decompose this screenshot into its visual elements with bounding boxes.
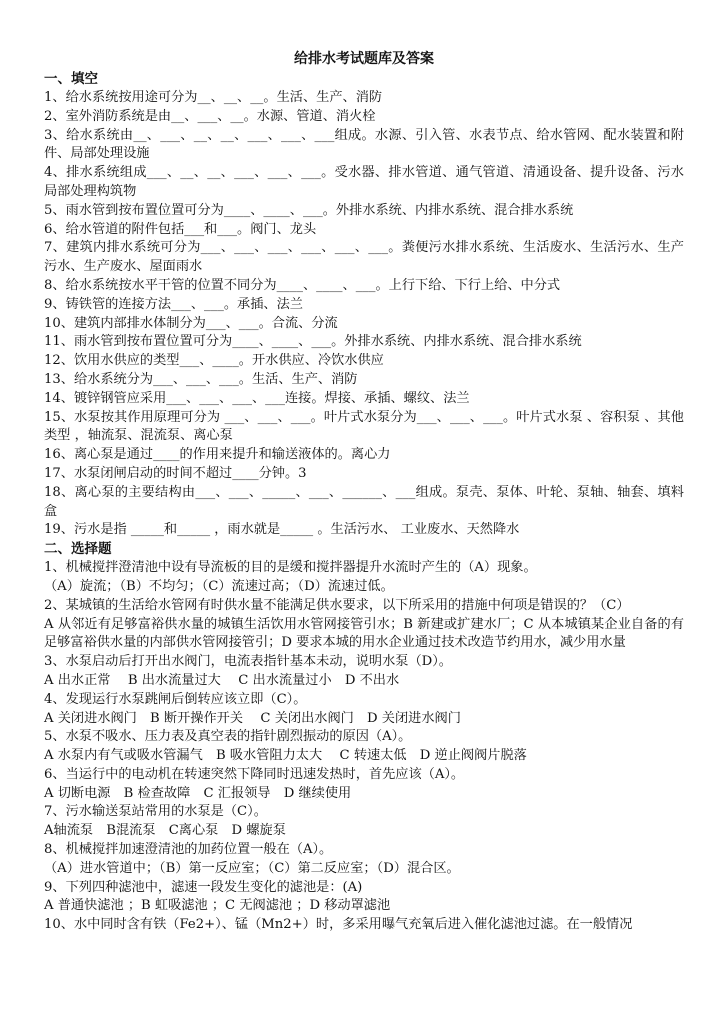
option-line: A 关闭进水阀门 B 断开操作开关 C 关闭出水阀门 D 关闭进水阀门 xyxy=(44,710,461,726)
option-line: A 普通快滤池 ；B 虹吸滤池 ；C 无阀滤池 ；D 移动罩滤池 xyxy=(44,898,391,914)
option-line: A 水泵内有气或吸水管漏气 B 吸水管阻力太大 C 转速太低 D 逆止阀阀片脱落 xyxy=(44,748,527,764)
question-line: 17、水泵闭闸启动的时间不超过____分钟。3 xyxy=(44,465,307,481)
question-line: 11、雨水管到按布置位置可分为____、____、___。外排水系统、内排水系统、混合排水系统 xyxy=(44,334,582,350)
question-line: 4、排水系统组成___、__、__、___、___、___。受水器、排水管道、通气管道、清通设备、提升设备、污水局部处理构筑物 xyxy=(44,165,684,199)
question-line: 8、机械搅拌加速澄清池的加药位置一般在（A）。 xyxy=(44,842,333,858)
option-line: A 切断电源 B 检查故障 C 汇报领导 D 继续使用 xyxy=(44,785,352,801)
question-line: 7、建筑内排水系统可分为___、___、___、___、___、___。粪便污水排水系统、生活废水、生活污水、生产污水、生产废水、屋面雨水 xyxy=(44,240,684,275)
question-line: 9、铸铁管的连接方法___、___。承插、法兰 xyxy=(44,296,303,312)
question-line: 19、污水是指 _____和_____ ，雨水就是_____ 。生活污水、 工业废水、天然降水 xyxy=(44,522,520,538)
question-line: 6、当运行中的电动机在转速突然下降同时迅速发热时，首先应该（A）。 xyxy=(44,766,465,782)
question-line: 8、给水系统按水平干管的位置不同分为____、____、___。上行下给、下行上给、中分式 xyxy=(44,277,561,293)
question-line: 9、下列四种滤池中，滤速一段发生变化的滤池是：(A) xyxy=(44,879,363,895)
question-line: 4、发现运行水泵跳闸后倒转应该立即（C）。 xyxy=(44,691,307,707)
multiple-choice-questions xyxy=(44,559,684,935)
question-line: 2、室外消防系统是由__、___、__。水源、管道、消火栓 xyxy=(44,108,376,124)
fill-in-questions xyxy=(44,89,684,540)
question-line: 10、建筑内部排水体制分为___、___。合流、分流 xyxy=(44,315,338,331)
option-line: （A）旋流；（B）不均匀；（C）流速过高；（D）流速过低。 xyxy=(44,578,394,594)
question-line: 3、给水系统由__、___、__、__、___、___、___组成。水源、引入管、水表节点、给水管网、配水装置和附件、局部处理设施 xyxy=(44,127,684,162)
question-line: 5、水泵不吸水、压力表及真空表的指针剧烈振动的原因（A）。 xyxy=(44,729,412,745)
question-line: 3、水泵启动后打开出水阀门，电流表指针基本未动，说明水泵（D）。 xyxy=(44,654,452,670)
section-heading-fill-in: 一、填空 xyxy=(44,71,98,87)
section-heading-multiple-choice: 二、选择题 xyxy=(44,541,112,558)
question-line: 15、水泵按其作用原理可分为 ___、___、___。叶片式水泵分为___、___、___。叶片式水泵 、容积泵 、其他类型 ，轴流泵、混流泵、离心泵 xyxy=(44,409,684,444)
question-line: 13、给水系统分为___、___、___。生活、生产、消防 xyxy=(44,371,358,387)
question-line: 12、饮用水供应的类型___、____。开水供应、冷饮水供应 xyxy=(44,353,384,369)
question-line: 5、雨水管到按布置位置可分为____、____、___。外排水系统、内排水系统、混合排水系统 xyxy=(44,202,574,218)
question-line: 1、给水系统按用途可分为__、__、__。生活、生产、消防 xyxy=(44,90,383,105)
option-line: A 出水正常 B 出水流量过大 C 出水流量过小 D 不出水 xyxy=(44,672,400,688)
question-line: 18、离心泵的主要结构由___、___、_____、___、______、___组成。泵壳、泵体、叶轮、泵轴、轴套、填料盒 xyxy=(44,484,684,519)
option-line: A轴流泵 B混流泵 C离心泵 D 螺旋泵 xyxy=(44,823,286,839)
document-title: 给排水考试题库及答案 xyxy=(294,51,434,67)
option-line: （A）进水管道中；（B）第一反应室；（C）第二反应室；（D）混合区。 xyxy=(44,860,460,876)
question-line: 14、镀锌钢管应采用___、___、___、___连接。焊接、承插、螺纹、法兰 xyxy=(44,390,470,406)
question-line: 1、机械搅拌澄清池中设有导流板的目的是缓和搅拌器提升水流时产生的（A）现象。 xyxy=(44,560,537,576)
question-line: 6、给水管道的附件包括___和___。阀门、龙头 xyxy=(44,221,317,237)
question-line: 7、污水输送泵站常用的水泵是（C）。 xyxy=(44,804,267,820)
option-line: A 从邻近有足够富裕供水量的城镇生活饮用水管网接管引水；B 新建或扩建水厂；C 从本城镇某企业自备的有足够富裕供水量的内部供水管网接管引；D 要求本城的用水企业通过技术改造节约用水，减少用水量 xyxy=(44,616,684,651)
question-line: 16、离心泵是通过____的作用来提升和输送液体的。离心力 xyxy=(44,447,391,463)
question-line: 2、某城镇的生活给水管网有时供水量不能满足供水要求，以下所采用的措施中何项是错误的？（C） xyxy=(44,597,630,613)
question-line: 10、水中同时含有铁（Fe2+）、锰（Mn2+）时，多采用曝气充氧后进入催化滤池过滤。在一般情况 xyxy=(44,917,633,933)
